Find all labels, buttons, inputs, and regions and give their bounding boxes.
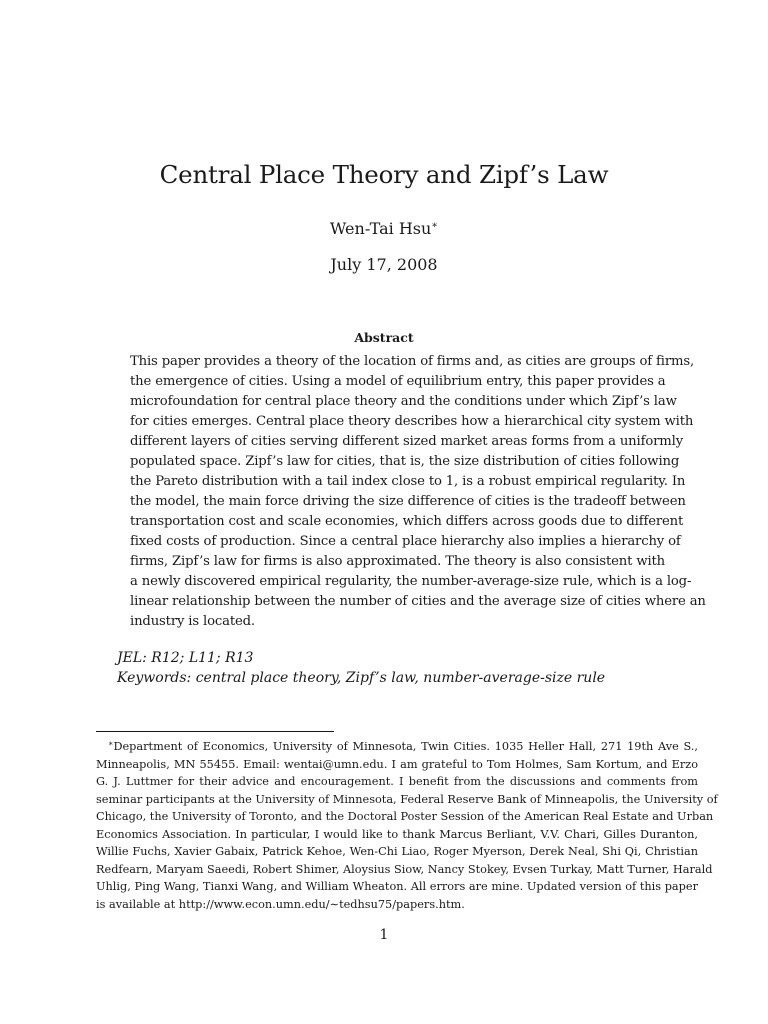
footnote-line: is available at http://www.econ.umn.edu/∼tedhsu75/papers.htm. [96,897,465,911]
abstract-line: for cities emerges. Central place theory describes how a hierarchical city system with [130,414,694,429]
abstract-line: firms, Zipf’s law for firms is also approximated. The theory is also consistent with [130,554,666,569]
abstract-heading: Abstract [354,330,414,345]
abstract-line: industry is located. [130,614,255,629]
abstract-body [130,352,706,632]
abstract-line: fixed costs of production. Since a central place hierarchy also implies a hierarchy of [130,534,681,549]
footnote-rule [96,731,334,732]
abstract-line: linear relationship between the number of cities and the average size of cities where an [130,594,706,609]
footnote [96,735,718,913]
footnote-line: Economics Association. In particular, I would like to thank Marcus Berliant, V.V. Chari, Gilles Duranton, [96,827,698,841]
footnote-line [96,735,698,756]
abstract-line: the Pareto distribution with a tail index close to 1, is a robust empirical regularity. In [130,474,686,489]
footnote-line: G. J. Luttmer for their advice and encouragement. I benefit from the discussions and comments from [96,775,698,788]
abstract-line: This paper provides a theory of the location of firms and, as cities are groups of firms, [130,354,694,369]
footnote-line-text: Department of Economics, University of Minnesota, Twin Cities. 1035 Heller Hall, 271 19th Ave S., [113,740,698,753]
jel-codes: JEL: R12; L11; R13 [117,650,254,666]
abstract-line: transportation cost and scale economies, which differs across goods due to different [130,514,684,529]
footnote-mark: ∗ [108,739,114,748]
author-name: Wen-Tai Hsu [329,219,432,238]
footnote-line: Minneapolis, MN 55455. Email: wentai@umn.edu. I am grateful to Tom Holmes, Sam Kortum, and Erzo [96,757,698,771]
author-footnote-mark: ∗ [431,220,439,231]
paper-title: Central Place Theory and Zipf’s Law [159,160,609,189]
classification-block [117,648,605,688]
abstract-line: a newly discovered empirical regularity, the number-average-size rule, which is a log- [130,574,692,589]
footnote-line: Willie Fuchs, Xavier Gabaix, Patrick Kehoe, Wen-Chi Liao, Roger Myerson, Derek Neal, Shi Qi, Christian [96,845,698,858]
footnote-line: Chicago, the University of Toronto, and the Doctoral Poster Session of the American Real Estate and Urban [96,810,714,823]
abstract-line: the emergence of cities. Using a model of equilibrium entry, this paper provides a [130,374,666,389]
page-number: 1 [379,927,389,943]
footnote-line: Uhlig, Ping Wang, Tianxi Wang, and William Wheaton. All errors are mine. Updated version of this paper [96,880,698,893]
abstract-line: microfoundation for central place theory and the conditions under which Zipf’s law [130,394,677,409]
abstract-line: the model, the main force driving the size difference of cities is the tradeoff between [130,494,686,509]
footnote-line: seminar participants at the University of Minnesota, Federal Reserve Bank of Minneapolis, the University of [96,792,718,806]
abstract-line: populated space. Zipf’s law for cities, that is, the size distribution of cities following [130,454,680,469]
footnote-line: Redfearn, Maryam Saeedi, Robert Shimer, Aloysius Siow, Nancy Stokey, Evsen Turkay, Matt Turner, Harald [96,862,713,876]
paper-date: July 17, 2008 [330,255,438,274]
author-line [0,219,768,238]
abstract-line: different layers of cities serving different sized market areas forms from a uniformly [130,434,683,449]
keywords: Keywords: central place theory, Zipf’s law, number-average-size rule [117,670,606,686]
